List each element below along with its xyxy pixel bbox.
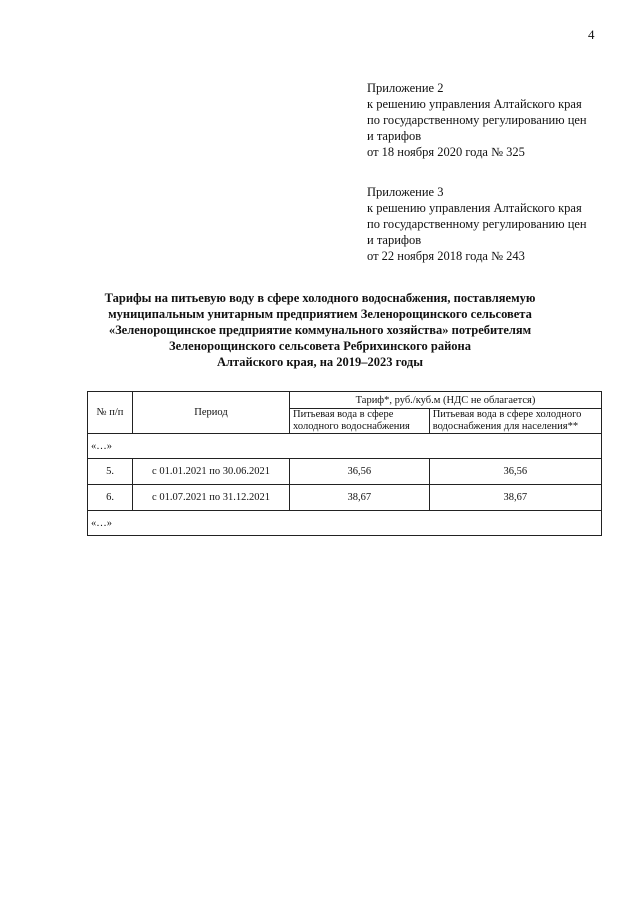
annex-2-line: от 18 ноября 2020 года № 325	[367, 145, 525, 159]
title-line: Зеленорощинского сельсовета Ребрихинского района	[169, 339, 471, 353]
subheader-cold-water: Питьевая вода в сфере холодного водоснабжения	[290, 409, 430, 434]
row-num: 6.	[88, 485, 133, 511]
row-num: 5.	[88, 459, 133, 485]
row-tariff-cold-water: 36,56	[290, 459, 430, 485]
table-row	[88, 485, 602, 511]
annex-2-line: и тарифов	[367, 129, 422, 143]
header-period: Период	[133, 392, 290, 434]
annex-2-line: к решению управления Алтайского края	[367, 97, 582, 111]
tariff-table	[87, 391, 602, 536]
page-number: 4	[588, 27, 595, 42]
annex-3-line: и тарифов	[367, 233, 422, 247]
row-period: с 01.07.2021 по 31.12.2021	[133, 485, 290, 511]
annex-2-header	[367, 80, 587, 160]
table-row	[88, 459, 602, 485]
annex-2-line: Приложение 2	[367, 81, 444, 95]
ellipsis-row: «…»	[88, 434, 602, 459]
document-title	[60, 290, 580, 370]
annex-2-line: по государственному регулированию цен	[367, 113, 587, 127]
row-tariff-population: 38,67	[429, 485, 601, 511]
subheader-population: Питьевая вода в сфере холодного водоснабжения для населения**	[429, 409, 601, 434]
annex-3-line: по государственному регулированию цен	[367, 217, 587, 231]
annex-3-line: Приложение 3	[367, 185, 444, 199]
annex-3-line: от 22 ноября 2018 года № 243	[367, 249, 525, 263]
row-period: с 01.01.2021 по 30.06.2021	[133, 459, 290, 485]
ellipsis-row: «…»	[88, 511, 602, 536]
title-line: муниципальным унитарным предприятием Зеленорощинского сельсовета	[108, 307, 532, 321]
header-tariff: Тариф*, руб./куб.м (НДС не облагается)	[290, 392, 602, 409]
title-line: Алтайского края, на 2019–2023 годы	[216, 355, 424, 369]
row-tariff-cold-water: 38,67	[290, 485, 430, 511]
header-num: № п/п	[88, 392, 133, 434]
title-line: «Зеленорощинское предприятие коммунального хозяйства» потребителям	[108, 323, 532, 337]
annex-3-line: к решению управления Алтайского края	[367, 201, 582, 215]
row-tariff-population: 36,56	[429, 459, 601, 485]
title-line: Тарифы на питьевую воду в сфере холодного водоснабжения, поставляемую	[104, 291, 536, 305]
annex-3-header	[367, 184, 587, 264]
